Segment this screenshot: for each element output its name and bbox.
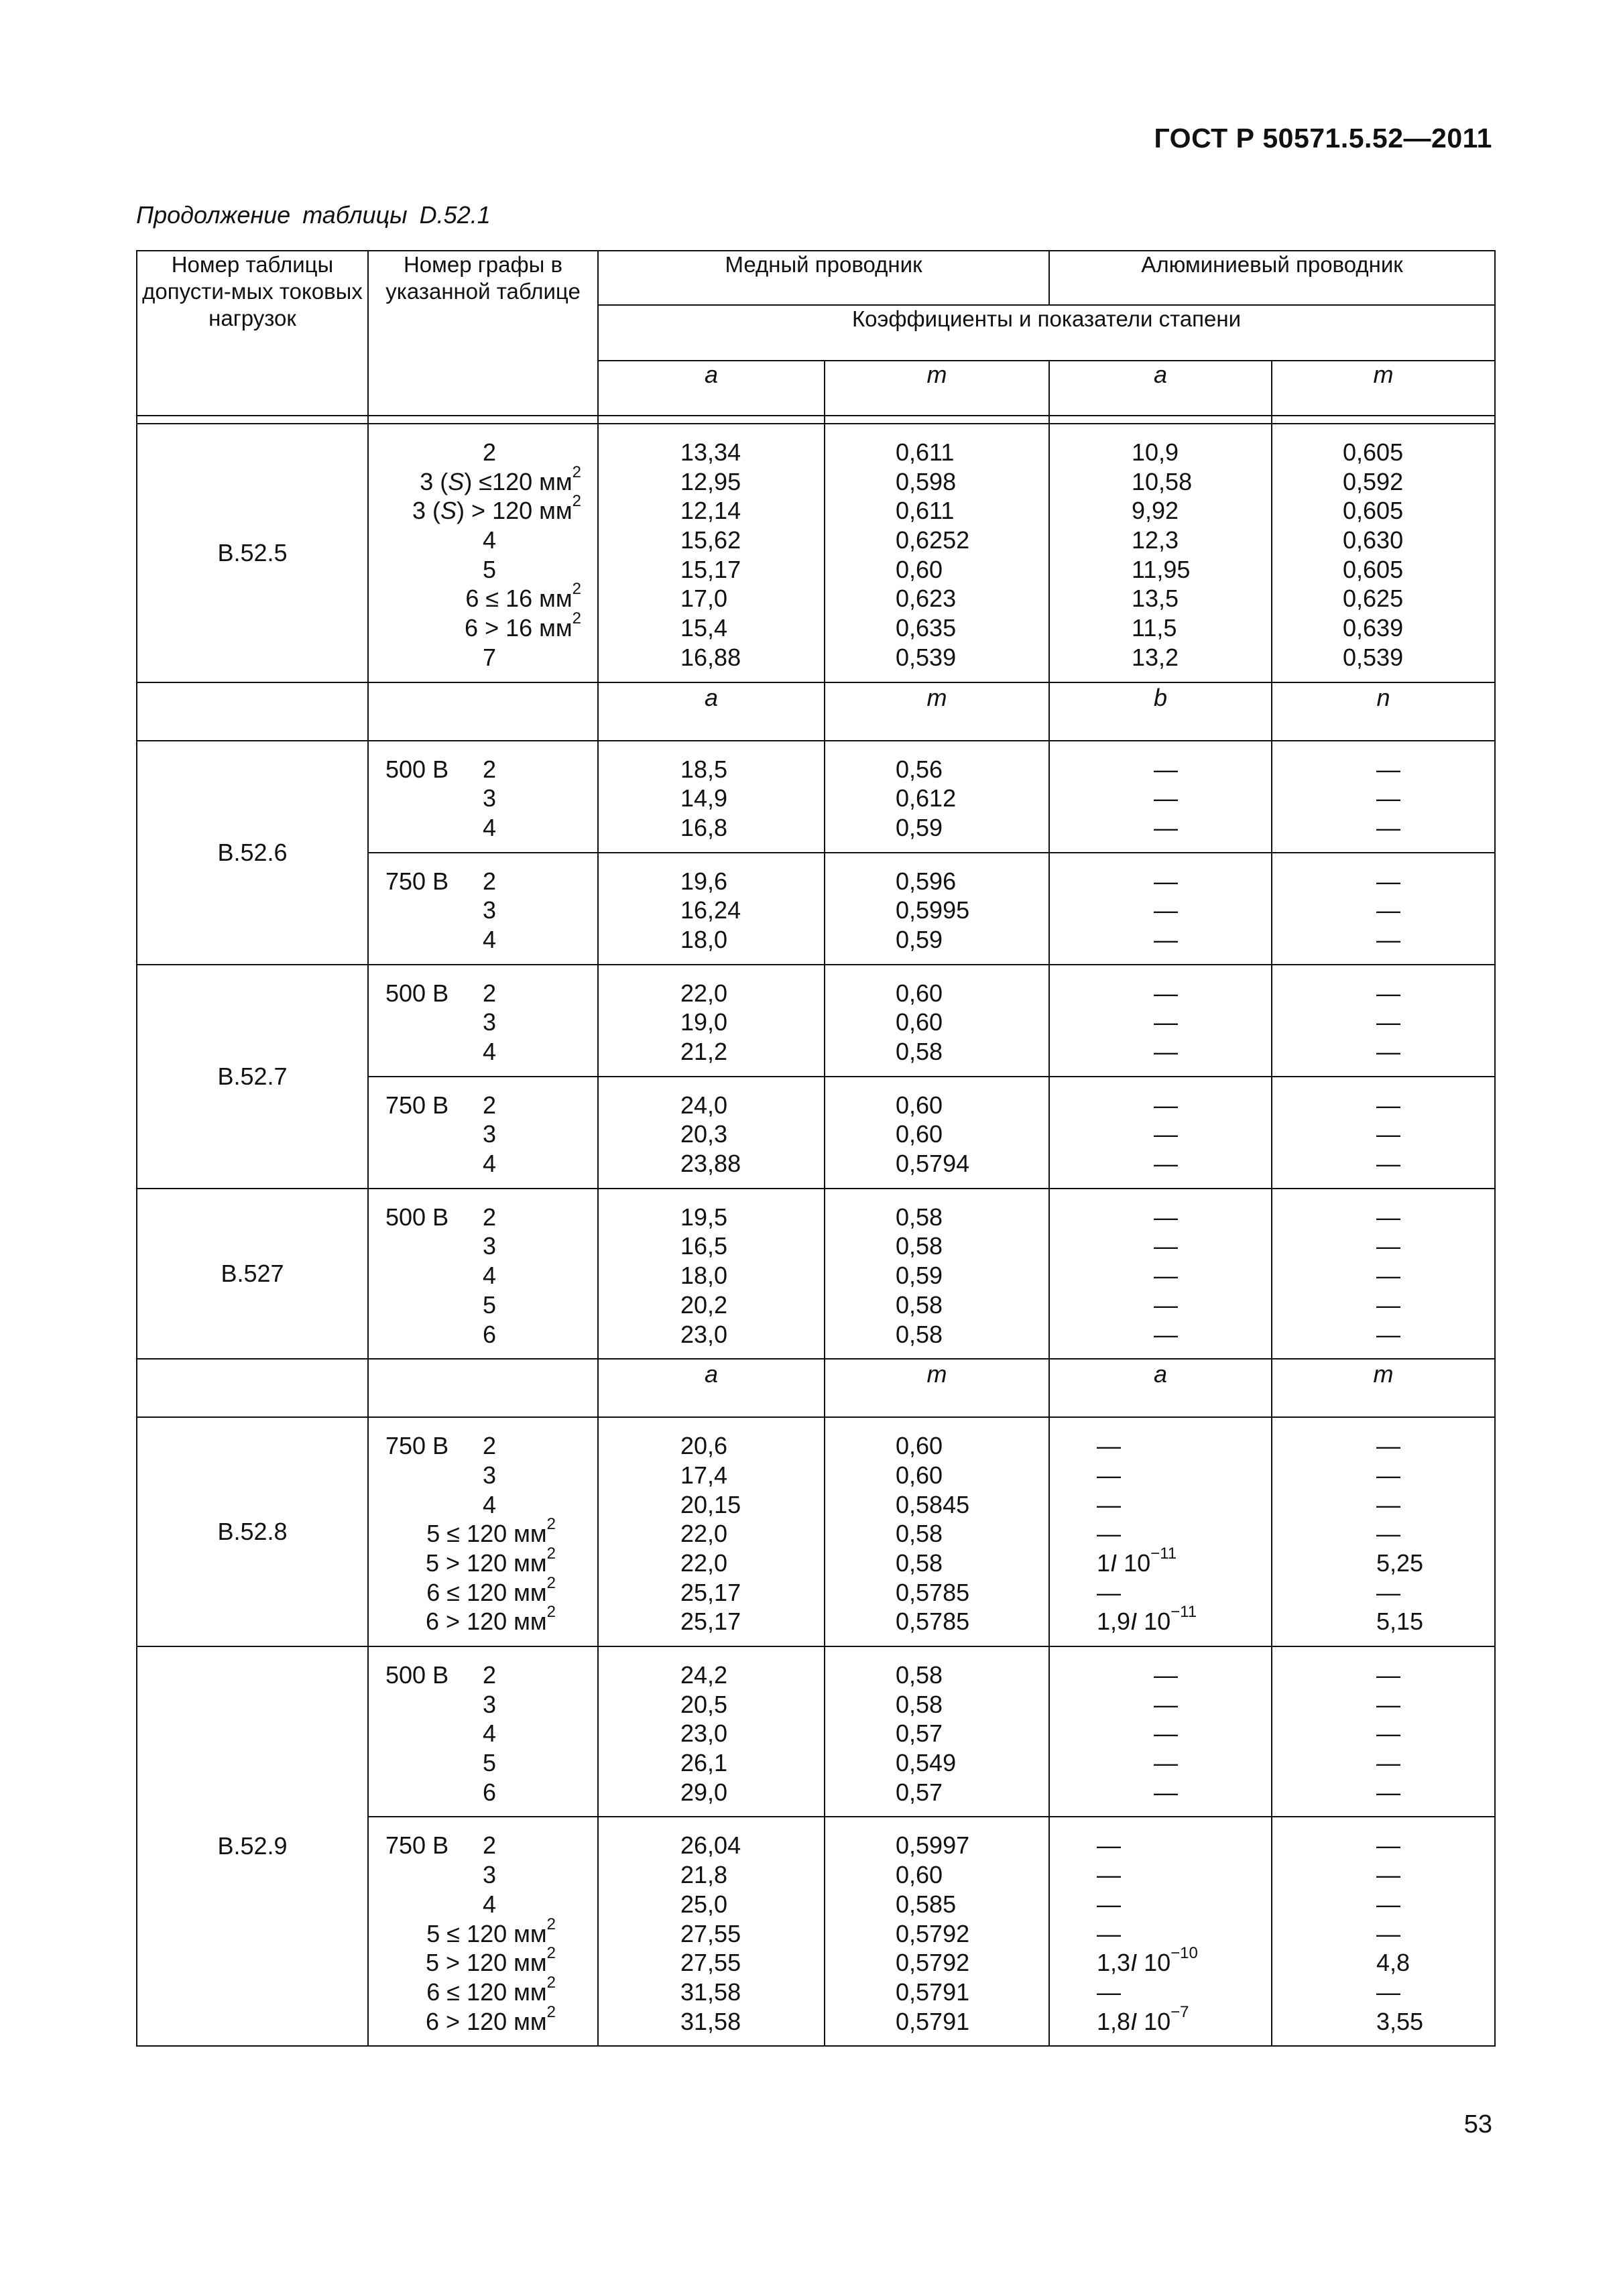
header-al-m: m — [1272, 361, 1495, 416]
al-second-value: — — [1376, 1232, 1401, 1260]
cu-m-value: 0,58 — [896, 1690, 943, 1718]
graph-line: 3 (S) > 120 $мм^2$ — [412, 492, 581, 525]
graph-line: 4 — [483, 526, 497, 554]
al-second-value: 0,605 — [1343, 555, 1404, 583]
cu-a-value: 12,14 — [680, 497, 741, 525]
al-second-value: 0,539 — [1343, 643, 1404, 671]
header-al-a: a — [1049, 361, 1272, 416]
al-second-value: — — [1376, 1978, 1401, 2006]
al-first-value: 11,95 — [1132, 555, 1191, 583]
cu-m-value: 0,60 — [896, 1461, 943, 1489]
cu-a-value: 26,1 — [680, 1749, 728, 1777]
graph-line: 4 — [483, 1038, 497, 1065]
al-second-value: — — [1376, 1690, 1401, 1718]
cu-a-value: 15,4 — [680, 614, 728, 642]
cu-a-value: 23,0 — [680, 1719, 728, 1748]
cu-a-value: 19,0 — [680, 1008, 728, 1036]
graph-line: 5 > 120 $мм^2$ — [426, 1944, 556, 1977]
al-first-value: — — [1154, 867, 1179, 895]
cu-m-value: 0,60 — [896, 979, 943, 1007]
graph-line: 6 ≤ 120 $мм^2$ — [426, 1973, 556, 2006]
cu-a-value: 24,0 — [680, 1091, 728, 1119]
cu-m-value: 0,5791 — [896, 1978, 970, 2006]
cu-m-value: 0,5785 — [896, 1608, 970, 1636]
cu-a-value: 22,0 — [680, 1549, 728, 1577]
cu-a-value: 19,5 — [680, 1203, 728, 1231]
graph-line: 6 ≤ 120 $мм^2$ — [426, 1573, 556, 1606]
cu-m-value: 0,56 — [896, 755, 943, 783]
cu-m-value: 0,58 — [896, 1290, 943, 1319]
cu-a-value: 16,5 — [680, 1232, 728, 1260]
standard-code: ГОСТ Р 50571.5.52—2011 — [1154, 123, 1492, 154]
graph-line: 4 — [483, 1262, 497, 1290]
cu-a-value: 16,88 — [680, 643, 741, 671]
cu-a-value: 25,17 — [680, 1608, 741, 1636]
graph-line: 3 (S) ≤120 $мм^2$ — [420, 463, 581, 495]
graph-line: 3 — [483, 1232, 497, 1260]
cu-m-value: 0,5794 — [896, 1150, 970, 1178]
cu-m-value: 0,58 — [896, 1549, 943, 1577]
graph-line: 3 — [483, 1120, 497, 1148]
cu-m-value: 0,58 — [896, 1520, 943, 1548]
graph-line: 5 — [483, 555, 497, 583]
al-second-value: — — [1376, 1749, 1401, 1777]
cu-m-value: 0,585 — [896, 1890, 957, 1918]
cu-m-value: 0,59 — [896, 1262, 943, 1290]
al-second-value: — — [1376, 1490, 1401, 1518]
cu-a-value: 27,55 — [680, 1949, 741, 1977]
cu-a-value: 23,88 — [680, 1150, 741, 1178]
cu-a-value: 15,17 — [680, 555, 741, 583]
cu-m-value: 0,611 — [896, 497, 955, 525]
al-second-value: — — [1376, 784, 1401, 812]
graph-line: 3 — [483, 1690, 497, 1718]
al-second-value: — — [1376, 867, 1401, 895]
graph-line: 750 В 2 — [385, 1091, 497, 1119]
al-first-value: — — [1097, 1578, 1122, 1606]
cu-m-value: 0,60 — [896, 1091, 943, 1119]
cu-m-value: 0,60 — [896, 1008, 943, 1036]
cu-a-value: 16,24 — [680, 896, 741, 924]
al-first-value: — — [1097, 1919, 1122, 1947]
graph-line: 5 ≤ 120 $мм^2$ — [426, 1515, 556, 1548]
al-first-value: — — [1154, 1320, 1179, 1348]
cu-a-value: 31,58 — [680, 1978, 741, 2006]
cu-m-value: 0,5792 — [896, 1949, 970, 1977]
graph-line: 500 В 2 — [385, 755, 497, 783]
al-first-value: 10,9 — [1132, 438, 1179, 466]
al-second-value: — — [1376, 1038, 1401, 1065]
graph-line: 4 — [483, 1719, 497, 1748]
graph-line: 4 — [483, 1490, 497, 1518]
al-second-value: — — [1376, 1290, 1401, 1319]
cu-a-value: 20,6 — [680, 1432, 728, 1460]
al-second-value: — — [1376, 1661, 1401, 1689]
graph-line: 750 В 2 — [385, 1432, 497, 1460]
al-second-value: 0,630 — [1343, 526, 1404, 554]
cu-m-value: 0,59 — [896, 925, 943, 953]
cu-a-value: 27,55 — [680, 1919, 741, 1947]
cu-m-value: 0,539 — [896, 643, 957, 671]
graph-line: 3 — [483, 1461, 497, 1489]
header-copper: Медный проводник — [598, 251, 1049, 305]
graph-line: 3 — [483, 896, 497, 924]
coefficient-label: m — [825, 1359, 1049, 1417]
cu-a-value: 23,0 — [680, 1320, 728, 1348]
header-graph-number: Номер графы в указанной таблице — [368, 251, 598, 416]
table-row — [137, 424, 1495, 682]
al-first-value: — — [1154, 755, 1179, 783]
al-second-value: — — [1376, 1578, 1401, 1606]
cu-a-value: 20,3 — [680, 1120, 728, 1148]
al-second-value: — — [1376, 1520, 1401, 1548]
coefficient-label-row — [137, 682, 1495, 741]
al-second-value: — — [1376, 1890, 1401, 1918]
cu-m-value: 0,5995 — [896, 896, 970, 924]
al-first-value: — — [1154, 1232, 1179, 1260]
cu-m-value: 0,5791 — [896, 2007, 970, 2035]
cu-a-value: 25,0 — [680, 1890, 728, 1918]
graph-line: 6 — [483, 1778, 497, 1806]
cu-a-value: 21,2 — [680, 1038, 728, 1065]
cu-a-value: 18,0 — [680, 1262, 728, 1290]
cu-a-value: 16,8 — [680, 813, 728, 841]
al-second-value: 5,25 — [1376, 1549, 1424, 1577]
cu-a-value: 17,4 — [680, 1461, 728, 1489]
graph-line: 6 — [483, 1320, 497, 1348]
al-first-value: — — [1154, 1661, 1179, 1689]
graph-line: 7 — [483, 643, 497, 671]
cu-m-value: 0,60 — [896, 1432, 943, 1460]
al-second-value: — — [1376, 925, 1401, 953]
al-second-value: 0,592 — [1343, 467, 1404, 495]
cu-m-value: 0,598 — [896, 467, 957, 495]
graph-line: 2 — [483, 438, 497, 466]
graph-line: 3 — [483, 784, 497, 812]
coefficient-label: b — [1049, 682, 1272, 741]
graph-line: 5 — [483, 1749, 497, 1777]
table-number-cell: B.52.8 — [137, 1417, 368, 1646]
cu-a-value: 20,5 — [680, 1690, 728, 1718]
al-first-value: 13,5 — [1132, 585, 1179, 613]
cu-m-value: 0,58 — [896, 1320, 943, 1348]
header-table-number: Номер таблицы допусти-мых токовых нагрузок — [137, 251, 368, 416]
graph-line: 500 В 2 — [385, 1203, 497, 1231]
table-number-cell: B.52.6 — [137, 741, 368, 965]
al-second-value: — — [1376, 1432, 1401, 1460]
graph-line: 4 — [483, 1150, 497, 1178]
table-caption: Продолжение таблицы D.52.1 — [136, 201, 491, 229]
coefficient-label-row — [137, 1359, 1495, 1417]
graph-line: 3 — [483, 1008, 497, 1036]
al-first-value: 12,3 — [1132, 526, 1179, 554]
graph-line: 5 > 120 $мм^2$ — [426, 1544, 556, 1577]
cu-a-value: 21,8 — [680, 1861, 728, 1889]
al-second-value: — — [1376, 979, 1401, 1007]
al-second-value: — — [1376, 1320, 1401, 1348]
coefficient-label: a — [1049, 1359, 1272, 1417]
cu-m-value: 0,5785 — [896, 1578, 970, 1606]
cu-a-value: 22,0 — [680, 979, 728, 1007]
graph-line: 750 В 2 — [385, 867, 497, 895]
table-row — [137, 741, 1495, 853]
coefficient-label: a — [598, 682, 825, 741]
cu-a-value: 18,5 — [680, 755, 728, 783]
graph-line: 4 — [483, 813, 497, 841]
al-second-value: — — [1376, 1831, 1401, 1860]
al-first-value: 13,2 — [1132, 643, 1179, 671]
al-second-value: — — [1376, 755, 1401, 783]
cu-m-value: 0,5845 — [896, 1490, 970, 1518]
al-second-value: 4,8 — [1376, 1949, 1410, 1977]
graph-line: 4 — [483, 1890, 497, 1918]
cu-m-value: 0,58 — [896, 1232, 943, 1260]
graph-line: 500 В 2 — [385, 979, 497, 1007]
al-second-value: — — [1376, 1461, 1401, 1489]
cu-a-value: 18,0 — [680, 925, 728, 953]
al-first-value: — — [1154, 925, 1179, 953]
al-first-value: — — [1154, 1038, 1179, 1065]
al-first-value: — — [1154, 1719, 1179, 1748]
al-second-value: 0,625 — [1343, 585, 1404, 613]
coefficient-label: m — [825, 682, 1049, 741]
al-first-value: — — [1097, 1890, 1122, 1918]
al-first-value: — — [1154, 1290, 1179, 1319]
al-first-value: — — [1154, 979, 1179, 1007]
al-first-value: 1,8I $10^{-7}$ — [1097, 2002, 1189, 2035]
al-second-value: 5,15 — [1376, 1608, 1424, 1636]
graph-line: 6 ≤ 16 $мм^2$ — [465, 580, 581, 613]
cu-m-value: 0,612 — [896, 784, 957, 812]
coefficient-label: n — [1272, 682, 1495, 741]
al-second-value: — — [1376, 1120, 1401, 1148]
cu-m-value: 0,5997 — [896, 1831, 970, 1860]
cu-a-value: 29,0 — [680, 1778, 728, 1806]
al-second-value: — — [1376, 1150, 1401, 1178]
cu-a-value: 31,58 — [680, 2007, 741, 2035]
cu-m-value: 0,60 — [896, 1861, 943, 1889]
cu-m-value: 0,635 — [896, 614, 957, 642]
al-first-value: — — [1154, 1091, 1179, 1119]
graph-line: 4 — [483, 925, 497, 953]
al-first-value: — — [1097, 1861, 1122, 1889]
cu-m-value: 0,58 — [896, 1038, 943, 1065]
cu-a-value: 24,2 — [680, 1661, 728, 1689]
cu-m-value: 0,623 — [896, 585, 957, 613]
al-first-value: — — [1154, 896, 1179, 924]
cu-a-value: 26,04 — [680, 1831, 741, 1860]
cu-m-value: 0,58 — [896, 1203, 943, 1231]
al-first-value: — — [1097, 1490, 1122, 1518]
header-coefficients: Коэффициенты и показатели стапени — [598, 305, 1495, 361]
cu-m-value: 0,596 — [896, 867, 957, 895]
al-second-value: 0,605 — [1343, 438, 1404, 466]
table-row — [137, 1189, 1495, 1359]
cu-m-value: 0,549 — [896, 1749, 957, 1777]
graph-line: 3 — [483, 1861, 497, 1889]
al-first-value: 1,3I $10^{-10}$ — [1097, 1944, 1198, 1977]
cu-m-value: 0,60 — [896, 1120, 943, 1148]
al-first-value: 1I $10^{-11}$ — [1097, 1544, 1177, 1577]
graph-line: 5 ≤ 120 $мм^2$ — [426, 1915, 556, 1947]
cu-a-value: 19,6 — [680, 867, 728, 895]
al-second-value: — — [1376, 1008, 1401, 1036]
al-second-value: — — [1376, 1919, 1401, 1947]
table-row — [137, 1646, 1495, 1817]
coefficient-label: a — [598, 1359, 825, 1417]
al-first-value: — — [1154, 1008, 1179, 1036]
al-first-value: — — [1097, 1978, 1122, 2006]
cu-m-value: 0,6252 — [896, 526, 970, 554]
table-number-cell: B.52.5 — [137, 424, 368, 682]
al-second-value: 0,639 — [1343, 614, 1404, 642]
al-first-value: — — [1154, 1120, 1179, 1148]
al-first-value: — — [1097, 1831, 1122, 1860]
al-second-value: — — [1376, 1262, 1401, 1290]
al-first-value: 9,92 — [1132, 497, 1179, 525]
al-first-value: 11,5 — [1132, 614, 1177, 642]
cu-a-value: 15,62 — [680, 526, 741, 554]
al-second-value: — — [1376, 1203, 1401, 1231]
table-number-cell: B.52.9 — [137, 1646, 368, 2046]
header-cu-a: a — [598, 361, 825, 416]
coefficients-table — [136, 250, 1496, 2047]
header-cu-m: m — [825, 361, 1049, 416]
table-number-cell: B.527 — [137, 1189, 368, 1359]
al-first-value: — — [1154, 813, 1179, 841]
graph-line: 6 > 120 $мм^2$ — [426, 2002, 556, 2035]
graph-line: 6 > 120 $мм^2$ — [426, 1603, 556, 1636]
al-second-value: — — [1376, 1091, 1401, 1119]
cu-a-value: 22,0 — [680, 1520, 728, 1548]
al-first-value: — — [1097, 1461, 1122, 1489]
table-row — [137, 1417, 1495, 1646]
al-second-value: — — [1376, 813, 1401, 841]
header-aluminium: Алюминиевый проводник — [1049, 251, 1495, 305]
cu-m-value: 0,611 — [896, 438, 955, 466]
cu-a-value: 13,34 — [680, 438, 741, 466]
al-first-value: — — [1097, 1432, 1122, 1460]
al-first-value: — — [1154, 784, 1179, 812]
page-number: 53 — [1463, 2110, 1492, 2138]
al-second-value: 3,55 — [1376, 2007, 1424, 2035]
cu-m-value: 0,57 — [896, 1719, 943, 1748]
graph-line: 6 > 16 $мм^2$ — [465, 609, 581, 642]
cu-a-value: 14,9 — [680, 784, 728, 812]
al-first-value: — — [1097, 1520, 1122, 1548]
cu-a-value: 25,17 — [680, 1578, 741, 1606]
al-first-value: 1,9I $10^{-11}$ — [1097, 1603, 1197, 1636]
al-second-value: — — [1376, 1719, 1401, 1748]
cu-a-value: 20,15 — [680, 1490, 741, 1518]
al-first-value: — — [1154, 1262, 1179, 1290]
al-first-value: — — [1154, 1690, 1179, 1718]
al-second-value: — — [1376, 896, 1401, 924]
al-second-value: — — [1376, 1778, 1401, 1806]
al-first-value: — — [1154, 1203, 1179, 1231]
graph-line: 5 — [483, 1290, 497, 1319]
cu-m-value: 0,57 — [896, 1778, 943, 1806]
table-number-cell: B.52.7 — [137, 965, 368, 1189]
graph-line: 500 В 2 — [385, 1661, 497, 1689]
cu-m-value: 0,5792 — [896, 1919, 970, 1947]
al-first-value: 10,58 — [1132, 467, 1193, 495]
cu-a-value: 17,0 — [680, 585, 728, 613]
cu-m-value: 0,59 — [896, 813, 943, 841]
cu-a-value: 12,95 — [680, 467, 741, 495]
al-first-value: — — [1154, 1778, 1179, 1806]
al-first-value: — — [1154, 1150, 1179, 1178]
cu-m-value: 0,58 — [896, 1661, 943, 1689]
coefficient-label: m — [1272, 1359, 1495, 1417]
al-first-value: — — [1154, 1749, 1179, 1777]
graph-line: 750 В 2 — [385, 1831, 497, 1860]
cu-a-value: 20,2 — [680, 1290, 728, 1319]
al-second-value: 0,605 — [1343, 497, 1404, 525]
al-second-value: — — [1376, 1861, 1401, 1889]
table-row — [137, 965, 1495, 1077]
cu-m-value: 0,60 — [896, 555, 943, 583]
